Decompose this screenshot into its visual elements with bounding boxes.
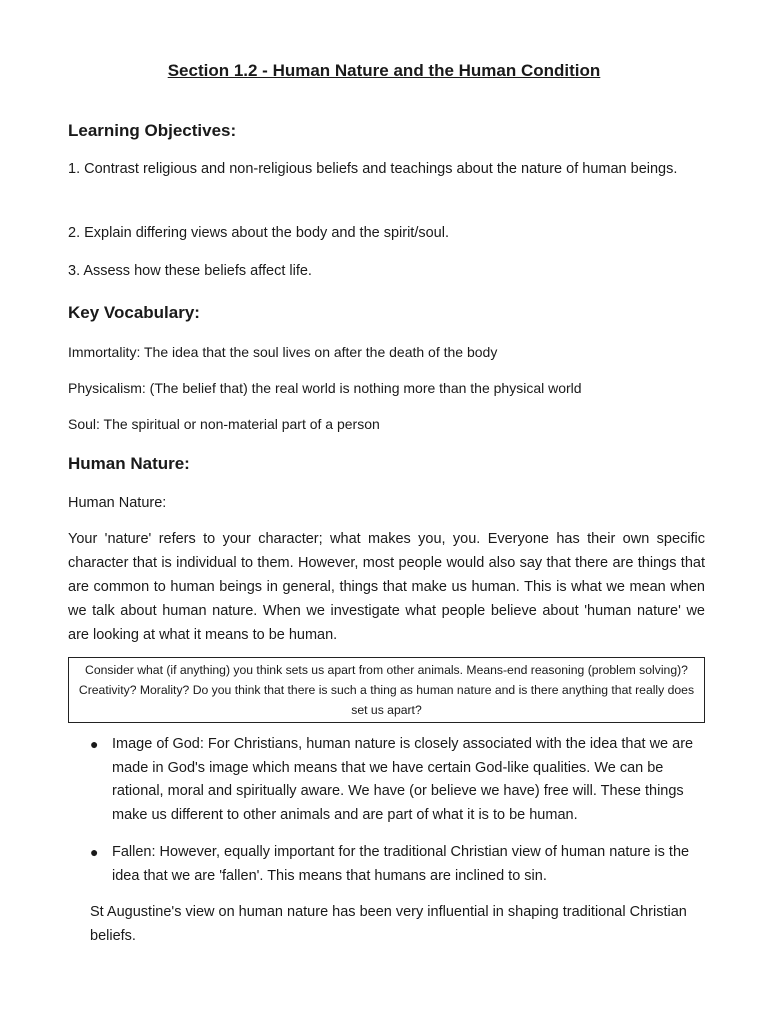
human-nature-heading: Human Nature:: [68, 454, 190, 473]
human-nature-subheading: Human Nature:: [68, 495, 167, 511]
vocab-soul: Soul: The spiritual or non-material part of a person: [68, 416, 380, 432]
vocab-physicalism: Physicalism: (The belief that) the real world is nothing more than the physical world: [68, 380, 582, 396]
bullet-text: Image of God: For Christians, human nature is closely associated with the idea that we are made in God's image which means that we have certain God-like qualities. We can be rational, moral and spiritually aware. We have (or believe we have) free will. These things make us different to other animals and are part of what it is to be human.: [112, 736, 694, 823]
section-title: Section 1.2 - Human Nature and the Human Condition: [167, 61, 601, 80]
bullet-image-of-god: [90, 733, 705, 827]
human-nature-paragraph: Your 'nature' refers to your character; what makes you, you. Everyone has their own specific character that is individual to them. However, most people would also say that there are things that are common to human beings in general, things that make us human. This is what we mean when we talk about human nature. When we investigate what people believe about 'human nature' we are looking at what it means to be human.: [68, 531, 705, 643]
key-vocabulary-heading: Key Vocabulary:: [68, 303, 200, 322]
vocab-immortality: Immortality: The idea that the soul lives on after the death of the body: [68, 344, 498, 360]
closing-paragraph: St Augustine's view on human nature has been very influential in shaping traditional Christian beliefs.: [90, 904, 687, 944]
bullet-icon: ●: [90, 844, 99, 860]
learning-objectives-heading: Learning Objectives:: [68, 121, 237, 140]
bullet-icon: ●: [90, 736, 99, 752]
objective-2: 2. Explain differing views about the body and the spirit/soul.: [68, 225, 449, 241]
objective-3: 3. Assess how these beliefs affect life.: [68, 263, 312, 279]
bullet-fallen: [90, 841, 705, 888]
objective-1: 1. Contrast religious and non-religious beliefs and teachings about the nature of human beings.: [68, 161, 678, 177]
reflection-box: Consider what (if anything) you think sets us apart from other animals. Means-end reasoning (problem solving)? Creativity? Morality? Do you think that there is such a thing as human nature and is there anything that really does set us apart?: [68, 657, 705, 723]
bullet-text: Fallen: However, equally important for the traditional Christian view of human nature is the idea that we are 'fallen'. This means that humans are inclined to sin.: [112, 844, 690, 884]
